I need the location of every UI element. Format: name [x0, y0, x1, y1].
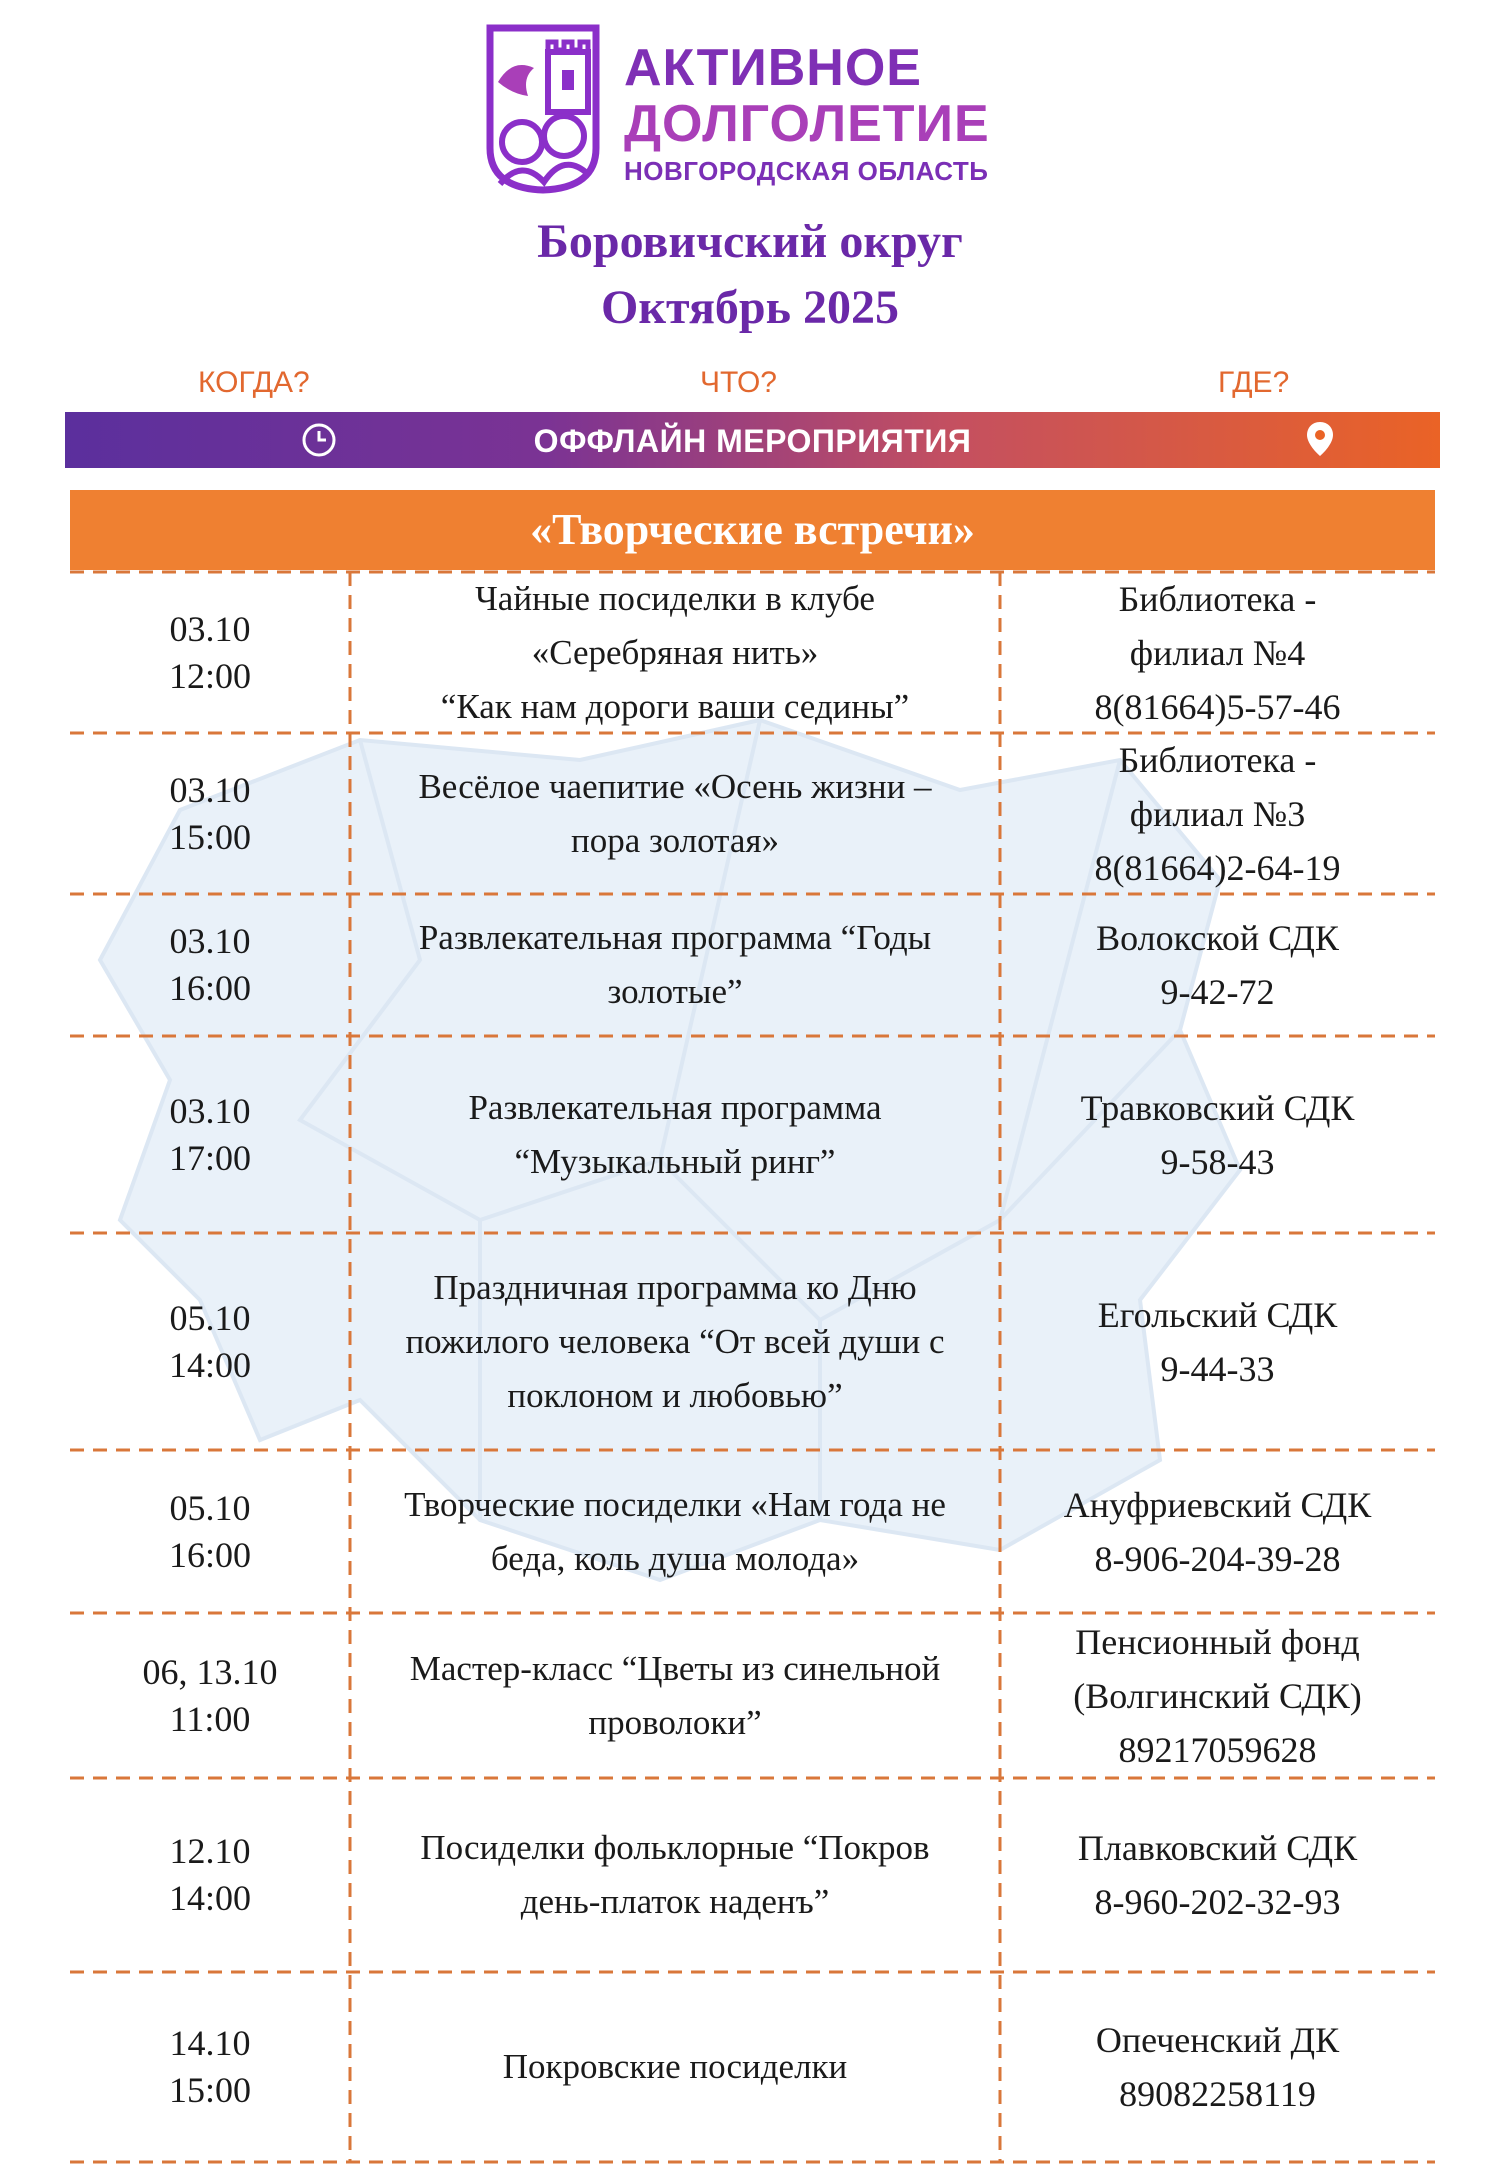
event-date-time-cell	[70, 1036, 350, 1233]
event-location: Библиотека - филиал №4 8(81664)5-57-46	[1094, 578, 1341, 727]
event-date-time: 05.10 14:00	[168, 1297, 251, 1385]
event-date-time: 03.10 16:00	[168, 921, 251, 1008]
event-location-cell	[1000, 733, 1435, 894]
event-description: Развлекательная программа “Годы золотые”	[418, 918, 932, 1011]
event-date-time-cell	[70, 572, 350, 733]
event-description-cell	[350, 733, 1000, 894]
event-location-cell	[1000, 572, 1435, 733]
table-row	[70, 1450, 1435, 1613]
column-head-where: ГДЕ?	[1218, 366, 1290, 399]
event-location: Плавковский СДК 8-960-202-32-93	[1077, 1828, 1358, 1922]
table-row	[70, 1972, 1435, 2162]
logo-emblem-icon	[482, 22, 604, 194]
page-title-district: Боровичский округ	[537, 215, 963, 268]
event-date-time: 06, 13.10 11:00	[142, 1651, 278, 1739]
page-title-month: Октябрь 2025	[601, 281, 899, 334]
event-location-cell	[1000, 1450, 1435, 1613]
event-description: Весёлое чаепитие «Осень жизни – пора золотая»	[418, 766, 932, 860]
event-description-cell	[350, 1036, 1000, 1233]
event-location: Ануфриевский СДК 8-906-204-39-28	[1063, 1484, 1372, 1579]
banner-label: ОФФЛАЙН МЕРОПРИЯТИЯ	[533, 423, 972, 459]
event-date-time: 05.10 16:00	[168, 1487, 251, 1575]
table-row	[70, 572, 1435, 733]
table-row	[70, 733, 1435, 894]
event-description-cell	[350, 894, 1000, 1036]
event-location: Волокской СДК 9-42-72	[1096, 918, 1339, 1012]
event-description-cell	[350, 1778, 1000, 1972]
event-description: Посиделки фольклорные “Покров день-платок наденъ”	[420, 1828, 930, 1921]
event-date-time: 14.10 15:00	[168, 2023, 251, 2110]
event-date-time: 03.10 17:00	[168, 1090, 251, 1178]
event-location: Травковский СДК 9-58-43	[1080, 1087, 1355, 1182]
table-row	[70, 1778, 1435, 1972]
event-date-time: 03.10 15:00	[168, 769, 251, 857]
logo	[482, 22, 1042, 202]
event-description-cell	[350, 1613, 1000, 1778]
event-date-time-cell	[70, 894, 350, 1036]
event-location-cell	[1000, 1036, 1435, 1233]
event-description: Праздничная программа ко Дню пожилого человека “От всей души с поклоном и любовью”	[405, 1267, 945, 1415]
event-location: Опеченский ДК 89082258119	[1095, 2020, 1340, 2114]
table-row	[70, 1036, 1435, 1233]
event-description-cell	[350, 572, 1000, 733]
table-row	[70, 1613, 1435, 1778]
logo-line-1: АКТИВНОЕ	[624, 39, 922, 97]
column-headers	[0, 366, 1500, 406]
event-location-cell	[1000, 1778, 1435, 1972]
event-location: Егольский СДК 9-44-33	[1097, 1294, 1338, 1389]
event-date-time-cell	[70, 1233, 350, 1450]
event-description: Мастер-класс “Цветы из синельной проволоки”	[409, 1648, 941, 1742]
event-description: Творческие посиделки «Нам года не беда, коль душа молода»	[404, 1484, 946, 1578]
event-description: Развлекательная программа “Музыкальный ринг”	[468, 1087, 882, 1181]
event-date-time-cell	[70, 1972, 350, 2162]
event-date-time-cell	[70, 1613, 350, 1778]
logo-wordmark	[624, 39, 990, 186]
event-location-cell	[1000, 1233, 1435, 1450]
map-pin-icon	[1305, 420, 1335, 458]
table-row	[70, 1233, 1435, 1450]
event-location-cell	[1000, 1972, 1435, 2162]
column-head-what: ЧТО?	[700, 366, 777, 399]
event-description: Чайные посиделки в клубе «Серебряная нить» “Как нам дороги ваши седины”	[440, 578, 910, 726]
table-row	[70, 894, 1435, 1036]
offline-events-banner	[65, 412, 1440, 468]
event-date-time-cell	[70, 733, 350, 894]
column-head-when: КОГДА?	[198, 366, 310, 399]
event-date-time: 03.10 12:00	[168, 608, 251, 696]
event-description: Покровские посиделки	[502, 2047, 848, 2086]
event-date-time: 12.10 14:00	[168, 1831, 251, 1918]
event-location: Библиотека - филиал №3 8(81664)2-64-19	[1094, 739, 1341, 888]
event-description-cell	[350, 1972, 1000, 2162]
event-date-time-cell	[70, 1450, 350, 1613]
logo-line-3: НОВГОРОДСКАЯ ОБЛАСТЬ	[624, 156, 989, 186]
logo-line-2: ДОЛГОЛЕТИЕ	[624, 95, 990, 153]
section-title: «Творческие встречи»	[70, 490, 1435, 570]
event-location-cell	[1000, 894, 1435, 1036]
event-description-cell	[350, 1450, 1000, 1613]
event-location: Пенсионный фонд (Волгинский СДК) 89217059628	[1073, 1621, 1362, 1770]
event-description-cell	[350, 1233, 1000, 1450]
event-date-time-cell	[70, 1778, 350, 1972]
event-location-cell	[1000, 1613, 1435, 1778]
